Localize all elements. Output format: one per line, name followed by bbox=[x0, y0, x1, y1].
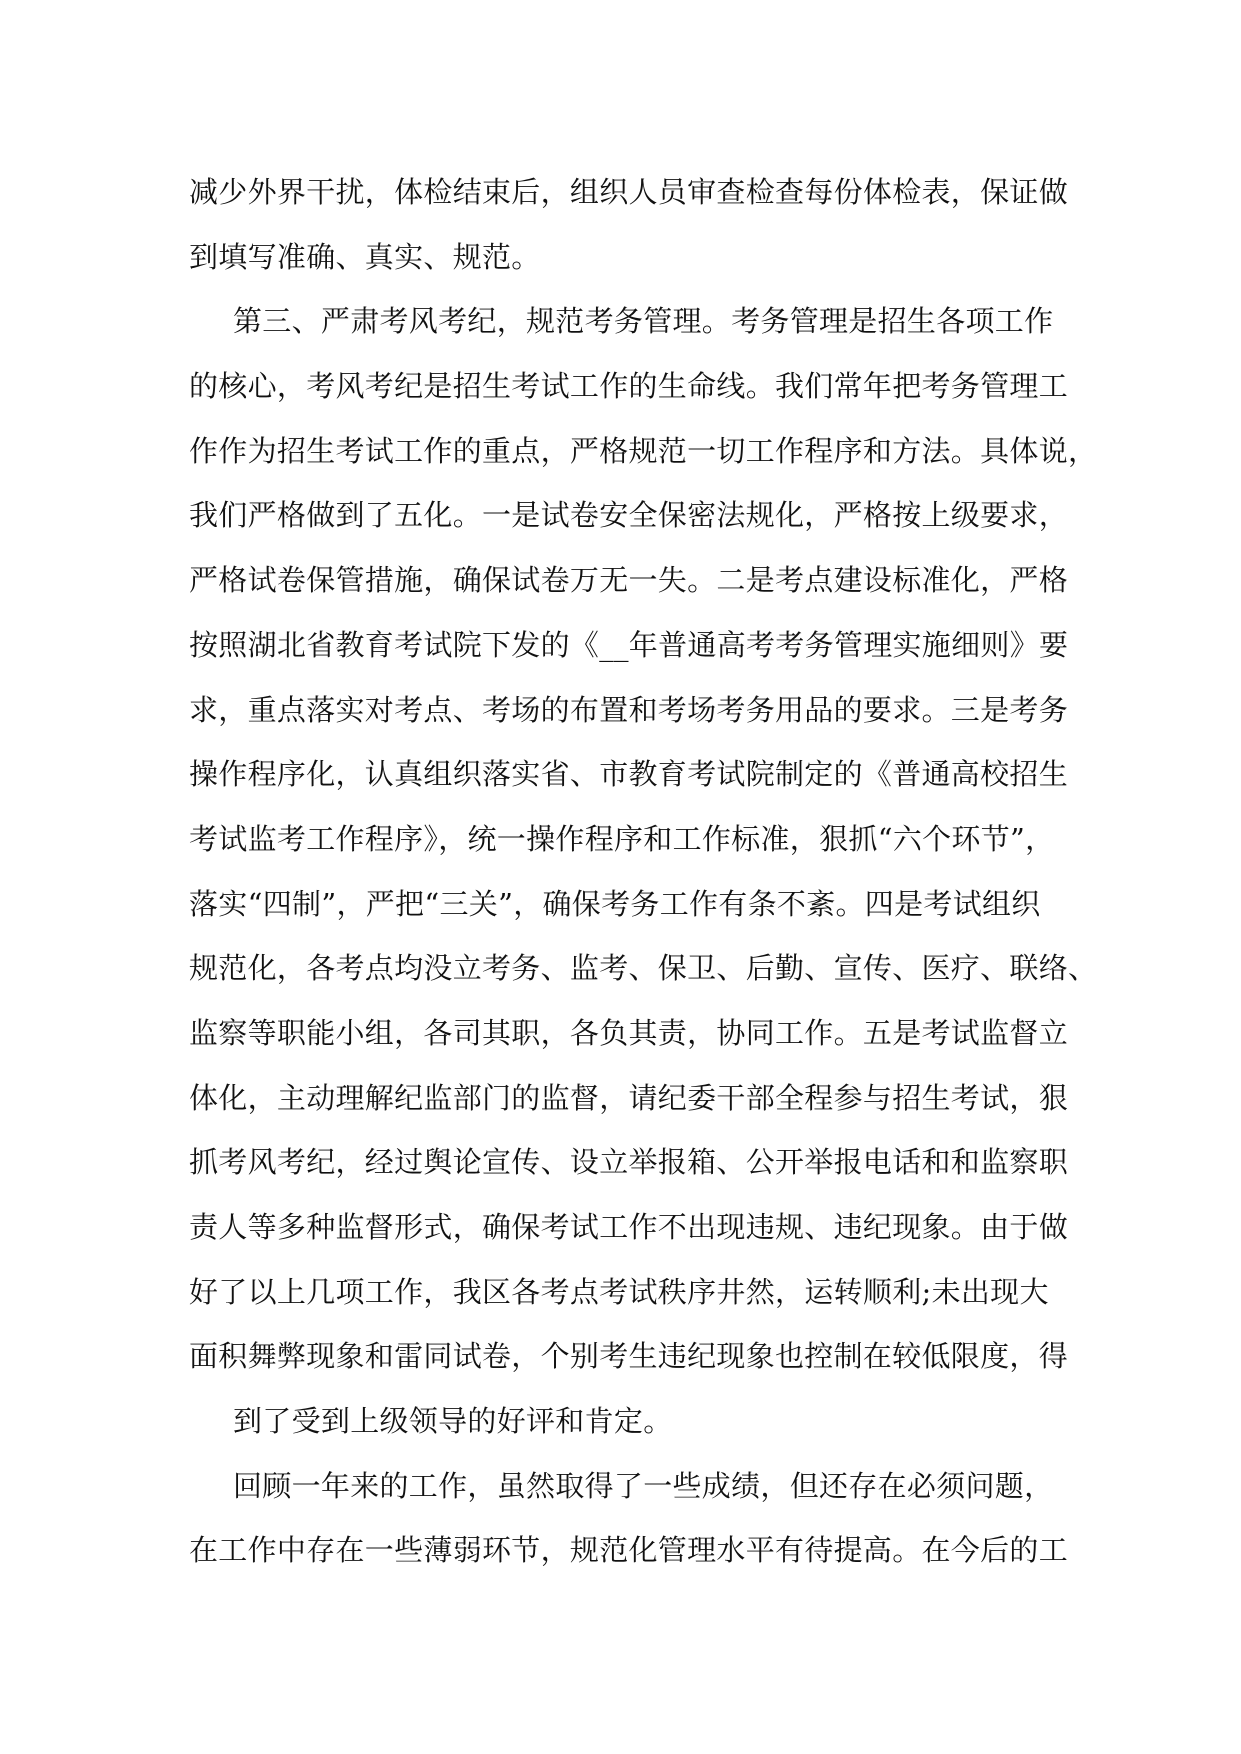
paragraph-start-line: 到了受到上级领导的好评和肯定。 bbox=[233, 1404, 673, 1439]
text-line: 体化，主动理解纪监部门的监督，请纪委干部全程参与招生考试，狠 bbox=[189, 1080, 1069, 1115]
text-line: 责人等多种监督形式，确保考试工作不出现违规、违纪现象。由于做 bbox=[189, 1210, 1069, 1244]
text-line: 规范化，各考点均没立考务、监考、保卫、后勤、宣传、医疗、联络、 bbox=[189, 951, 1098, 986]
text-line: 求，重点落实对考点、考场的布置和考场考务用品的要求。三是考务 bbox=[189, 692, 1069, 727]
text-line: 在工作中存在一些薄弱环节，规范化管理水平有待提高。在今后的工 bbox=[189, 1533, 1069, 1568]
text-line: 按照湖北省教育考试院下发的《__年普通高考考务管理实施细则》要 bbox=[189, 627, 1069, 662]
text-line: 作作为招生考试工作的重点，严格规范一切工作程序和方法。具体说， bbox=[189, 433, 1098, 468]
text-line: 监察等职能小组，各司其职，各负其责，协同工作。五是考试监督立 bbox=[189, 1015, 1069, 1050]
text-line: 落实“四制”，严把“三关”，确保考务工作有条不紊。四是考试组织 bbox=[189, 886, 1041, 921]
text-line: 到填写准确、真实、规范。 bbox=[189, 239, 541, 274]
paragraph-start-line: 第三、严肃考风考纪，规范考务管理。考务管理是招生各项工作 bbox=[233, 304, 1054, 339]
text-line: 抓考风考纪，经过舆论宣传、设立举报箱、公开举报电话和和监察职 bbox=[189, 1145, 1069, 1180]
body-text bbox=[189, 160, 1098, 1583]
text-line: 考试监考工作程序》，统一操作程序和工作标准，狠抓“六个环节”， bbox=[189, 821, 1055, 856]
text-line: 我们严格做到了五化。一是试卷安全保密法规化，严格按上级要求， bbox=[189, 498, 1069, 533]
text-line: 面积舞弊现象和雷同试卷，个别考生违纪现象也控制在较低限度，得 bbox=[189, 1339, 1069, 1374]
text-line: 的核心，考风考纪是招生考试工作的生命线。我们常年把考务管理工 bbox=[189, 369, 1069, 404]
text-line: 好了以上几项工作，我区各考点考试秩序井然，运转顺利;未出现大 bbox=[189, 1274, 1049, 1309]
text-line: 严格试卷保管措施，确保试卷万无一失。二是考点建设标准化，严格 bbox=[189, 563, 1069, 598]
text-line: 操作程序化，认真组织落实省、市教育考试院制定的《普通高校招生 bbox=[189, 757, 1069, 792]
paragraph-start-line: 回顾一年来的工作，虽然取得了一些成绩，但还存在必须问题， bbox=[233, 1468, 1054, 1503]
text-line: 减少外界干扰，体检结束后，组织人员审查检查每份体检表，保证做 bbox=[189, 175, 1069, 209]
